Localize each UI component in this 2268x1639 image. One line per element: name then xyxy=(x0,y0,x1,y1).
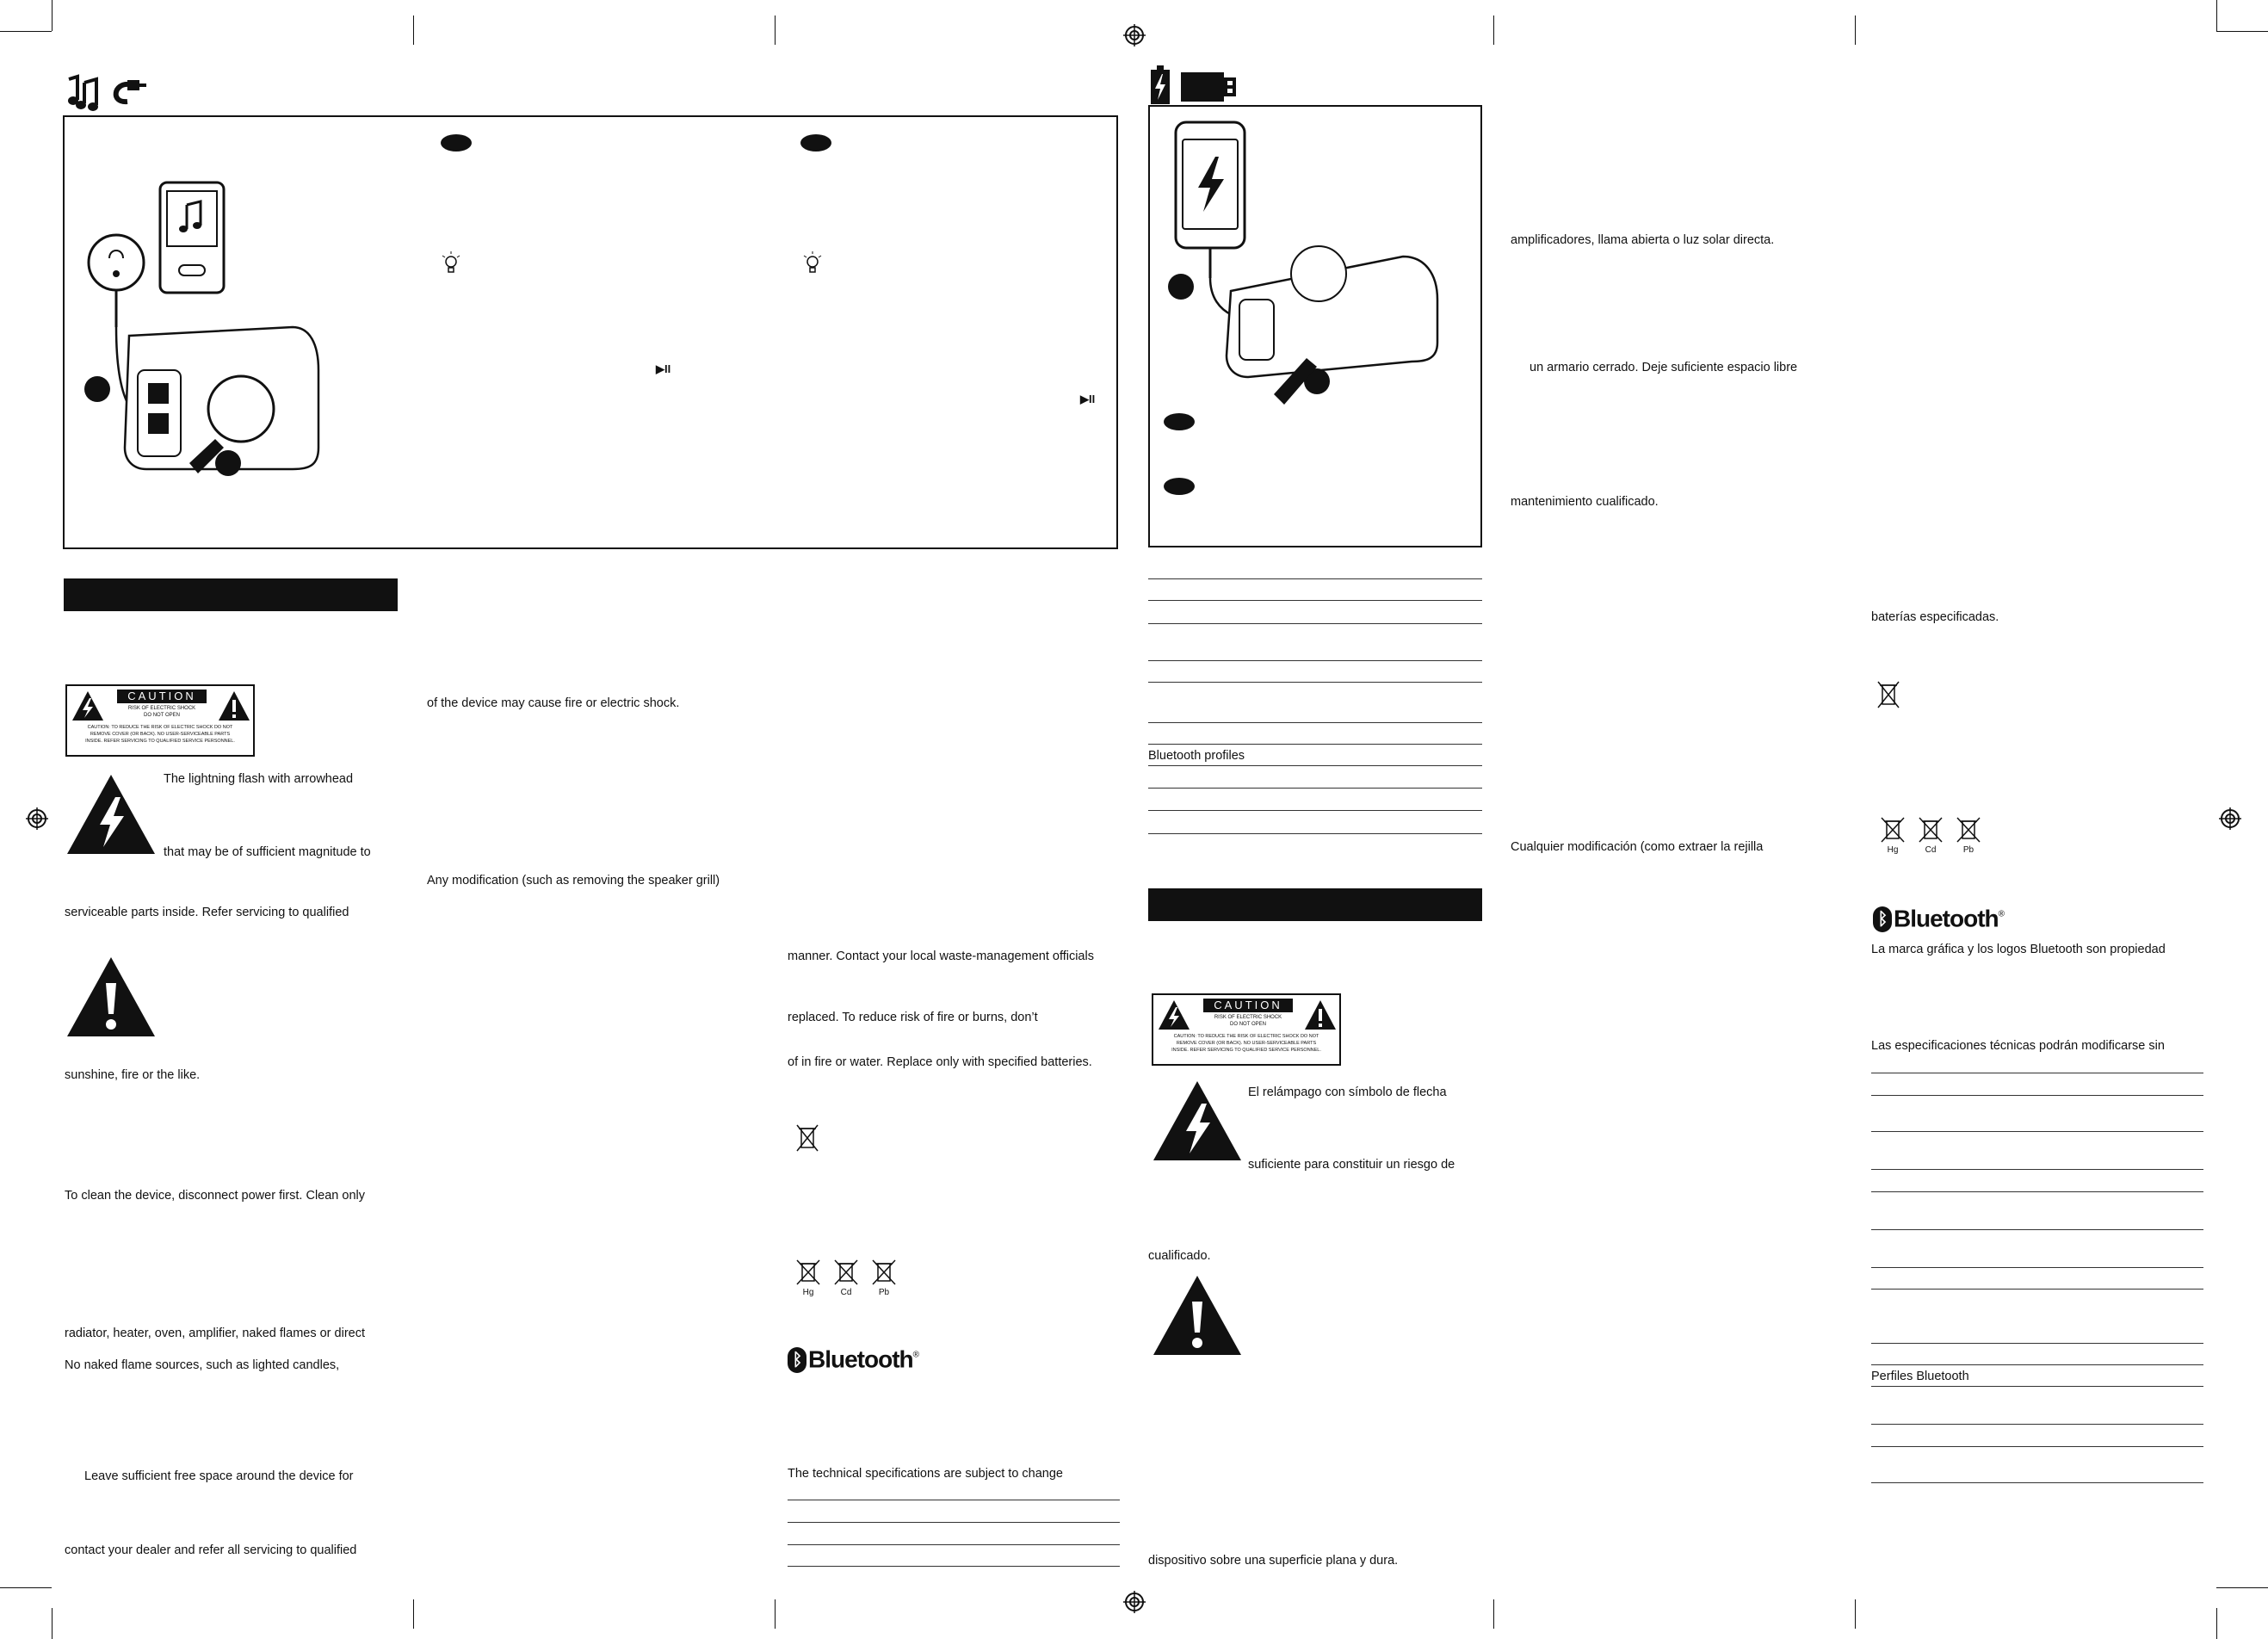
text-line: that may be of sufficient magnitude to xyxy=(164,845,371,859)
text-line: El relámpago con símbolo de flecha xyxy=(1248,1085,1447,1099)
caution-label: CAUTION RISK OF ELECTRIC SHOCK DO NOT OPEN CAUTION: TO REDUCE THE RISK OF ELECTRIC SHOCK DO NOT REMOVE COVER (OR BACK). NO USER-SERVICEABLE PARTS INSIDE. REFER SERVICING TO QUALIFIED SERVICE PERSONNEL. xyxy=(1152,993,1341,1066)
crossed-bin-icon: Hg xyxy=(795,1259,821,1300)
text-line: baterías especificadas. xyxy=(1871,610,1999,624)
lightning-triangle-icon xyxy=(65,773,157,856)
battery-charging-icon xyxy=(1150,65,1171,105)
registration-mark-icon xyxy=(26,807,48,830)
mp3-player-speaker-illustration xyxy=(77,172,422,516)
lightning-triangle-icon xyxy=(1152,1079,1243,1162)
crossed-bin-icon: Cd xyxy=(833,1259,859,1300)
text-line: amplificadores, llama abierta o luz solar directa. xyxy=(1511,233,1775,247)
lightbulb-icon xyxy=(441,251,461,275)
text-line: cualificado. xyxy=(1148,1249,1211,1263)
crossed-bin-icon: Cd xyxy=(1918,816,1944,857)
usb-stick-icon xyxy=(1181,72,1236,102)
phone-charging-illustration xyxy=(1162,119,1472,429)
text-line: mantenimiento cualificado. xyxy=(1511,495,1659,509)
text-line: of the device may cause fire or electric shock. xyxy=(427,696,680,710)
text-line: replaced. To reduce risk of fire or burns, don’t xyxy=(788,1011,1038,1024)
bluetooth-logo: ᛒ Bluetooth® xyxy=(1873,904,2004,933)
registration-mark-icon xyxy=(1123,24,1146,46)
text-line: dispositivo sobre una superficie plana y dura. xyxy=(1148,1554,1399,1568)
lightbulb-icon xyxy=(802,251,823,275)
crossed-bin-icon xyxy=(795,1123,819,1154)
text-line: serviceable parts inside. Refer servicing to qualified xyxy=(65,906,349,919)
music-notes-icon xyxy=(64,74,102,112)
text-line: of in fire or water. Replace only with specified batteries. xyxy=(788,1055,1092,1069)
text-line: The technical specifications are subject to change xyxy=(788,1467,1063,1481)
section-heading-bar xyxy=(1148,888,1482,921)
step-marker-c xyxy=(1164,413,1195,430)
text-line: To clean the device, disconnect power first. Clean only xyxy=(65,1189,365,1203)
crossed-bin-icon: Hg xyxy=(1880,816,1906,857)
text-line: manner. Contact your local waste-management officials xyxy=(788,949,1094,963)
text-line: contact your dealer and refer all servicing to qualified xyxy=(65,1543,357,1557)
crossed-bin-icon: Pb xyxy=(871,1259,897,1300)
text-line: suficiente para constituir un riesgo de xyxy=(1248,1158,1455,1172)
bluetooth-profiles-label: Bluetooth profiles xyxy=(1148,749,1245,763)
bluetooth-logo: ᛒ Bluetooth® xyxy=(788,1345,918,1374)
crossed-bin-icon: Pb xyxy=(1956,816,1981,857)
caution-label: CAUTION RISK OF ELECTRIC SHOCK DO NOT OPEN CAUTION: TO REDUCE THE RISK OF ELECTRIC SHOCK DO NOT REMOVE COVER (OR BACK). NO USER-SERVICEABLE PARTS INSIDE. REFER SERVICING TO QUALIFIED SERVICE PERSONNEL. xyxy=(65,684,255,757)
step-marker-b xyxy=(800,134,831,152)
text-line: Las especificaciones técnicas podrán modificarse sin xyxy=(1871,1039,2165,1053)
play-pause-symbol: ▶II xyxy=(1080,393,1096,405)
section-heading-bar xyxy=(64,578,398,611)
text-line: Cualquier modificación (como extraer la rejilla xyxy=(1511,840,1764,854)
text-line: Leave sufficient free space around the device for xyxy=(84,1469,354,1483)
text-line: radiator, heater, oven, amplifier, naked flames or direct xyxy=(65,1327,365,1340)
text-line: La marca gráfica y los logos Bluetooth son propiedad xyxy=(1871,943,2166,956)
text-line: Any modification (such as removing the speaker grill) xyxy=(427,874,720,888)
warning-triangle-icon xyxy=(65,956,157,1038)
registration-mark-icon xyxy=(2219,807,2241,830)
text-line: The lightning flash with arrowhead xyxy=(164,772,354,786)
text-line: un armario cerrado. Deje suficiente espacio libre xyxy=(1530,361,1798,374)
step-marker-d xyxy=(1164,478,1195,495)
audio-plug-icon xyxy=(107,77,146,108)
step-marker-a xyxy=(441,134,472,152)
bluetooth-profiles-label: Perfiles Bluetooth xyxy=(1871,1370,1969,1383)
text-line: sunshine, fire or the like. xyxy=(65,1068,201,1082)
play-pause-symbol: ▶II xyxy=(656,362,671,375)
registration-mark-icon xyxy=(1123,1591,1146,1613)
crossed-bin-icon xyxy=(1876,680,1900,711)
warning-triangle-icon xyxy=(1152,1274,1243,1357)
text-line: No naked flame sources, such as lighted candles, xyxy=(65,1358,340,1372)
